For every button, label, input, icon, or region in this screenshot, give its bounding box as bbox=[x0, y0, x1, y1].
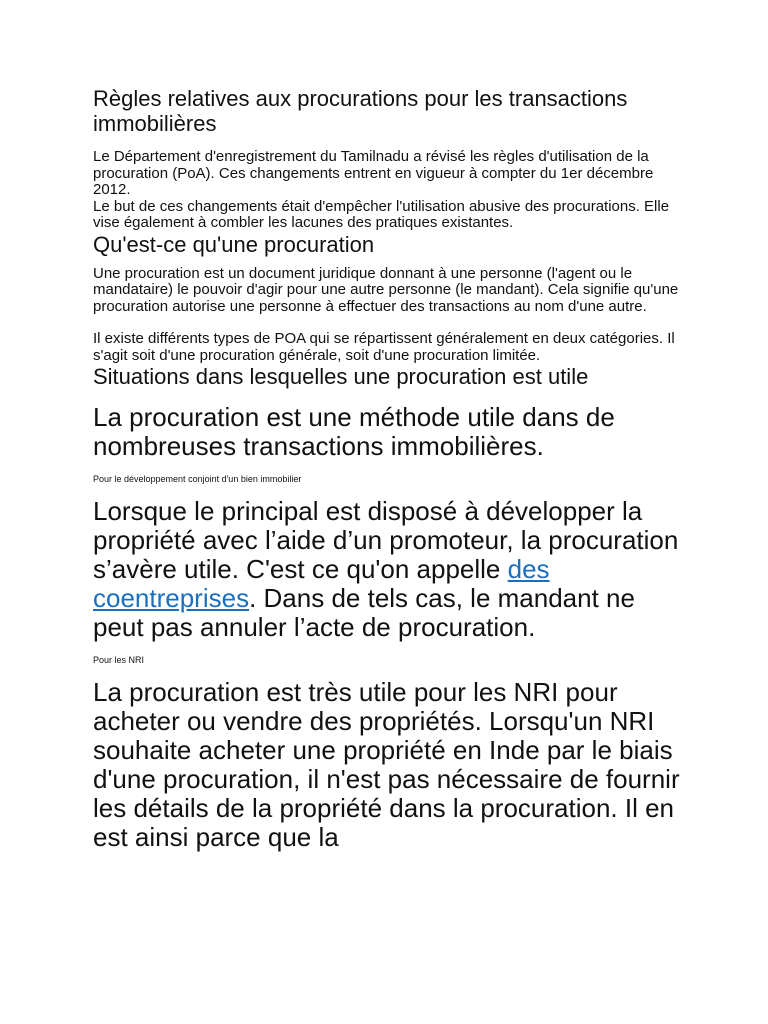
paragraph-spacer bbox=[93, 315, 683, 331]
document-page bbox=[93, 86, 683, 852]
intro-paragraph-2: Le but de ces changements était d'empêcher l'utilisation abusive des procurations. Elle vise également à combler les lacunes des pratiques existantes. bbox=[93, 197, 670, 231]
document-title: Règles relatives aux procurations pour les transactions immobilières bbox=[93, 86, 628, 136]
types-paragraph: Il existe différents types de POA qui se répartissent généralement en deux catégories. Il s'agit soit d'une procuration générale, soit d'une procuration limitée. bbox=[93, 330, 675, 364]
intro-paragraph-1: Le Département d'enregistrement du Tamilnadu a révisé les règles d'utilisation de la procuration (PoA). Ces changements entrent en vigueur à compter du 1er décembre 2012. bbox=[93, 148, 654, 198]
joint-development-paragraph bbox=[93, 497, 683, 642]
joint-development-text-start: Lorsque le principal est disposé à développer la propriété avec l’aide d’un promoteur, la procuration s’avère utile. C'est ce qu'on appelle bbox=[93, 496, 679, 584]
definition-paragraph: Une procuration est un document juridique donnant à une personne (l'agent ou le mandataire) le pouvoir d'agir pour une autre personne (le mandant). Cela signifie qu'une procuration autorise une personne à effectuer des transactions au nom d'une autre. bbox=[93, 264, 679, 315]
joint-development-text-end: . Dans de tels cas, le mandant ne peut pas annuler l’acte de procuration. bbox=[93, 583, 635, 642]
section-heading-situations: Situations dans lesquelles une procuration est utile bbox=[93, 364, 589, 389]
section-heading-definition: Qu'est-ce qu'une procuration bbox=[93, 231, 375, 257]
coentreprises-link[interactable]: des coentreprises bbox=[93, 554, 550, 613]
nri-paragraph: La procuration est très utile pour les NRI pour acheter ou vendre des propriétés. Lorsqu'un NRI souhaite acheter une propriété en Inde par le biais d'une procuration, il n'est pas nécessaire de fournir les détails de la propriété dans la procuration. Il en est ainsi parce que la bbox=[93, 677, 680, 852]
situations-lead-paragraph: La procuration est une méthode utile dans de nombreuses transactions immobilières. bbox=[93, 402, 615, 461]
subsection-label-joint-development: Pour le développement conjoint d'un bien immobilier bbox=[93, 474, 302, 484]
subsection-label-nri: Pour les NRI bbox=[93, 655, 145, 665]
